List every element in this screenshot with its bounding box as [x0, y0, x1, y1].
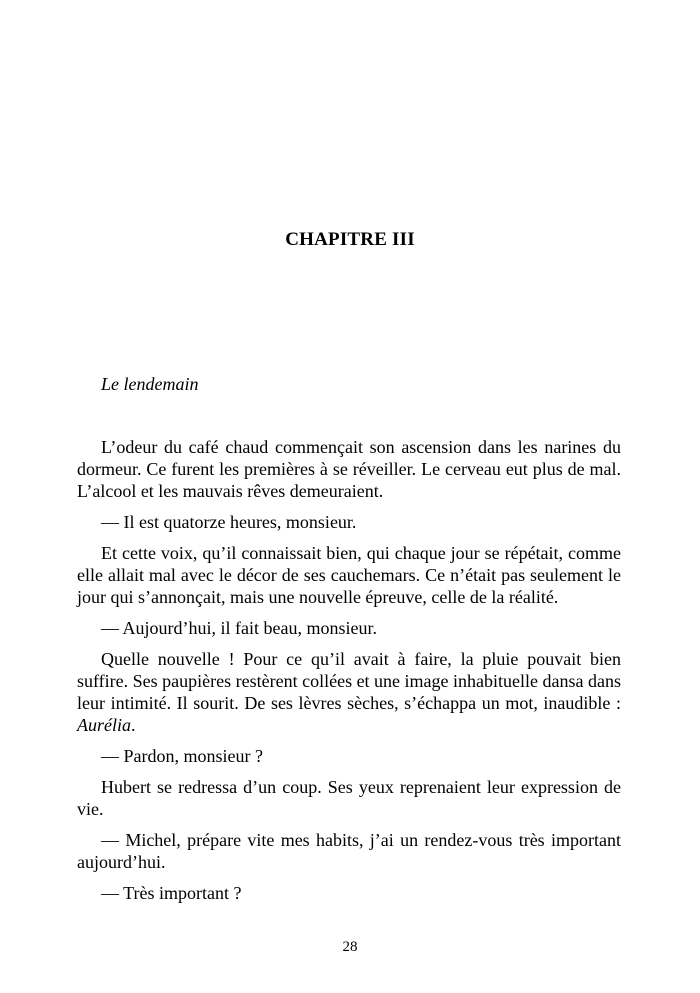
dialogue-line: — Pardon, monsieur ?	[101, 746, 263, 766]
section-title: Le lendemain	[101, 374, 199, 394]
paragraph: Quelle nouvelle ! Pour ce qu’il avait à faire, la pluie pouvait bien suffire. Ses paupières restèrent collées et une image inhabituelle dansa dans leur intimité. Il sourit. De ses lèvres sèches, s’échappa un mot, inaudible : Aurélia.	[77, 649, 621, 735]
page-number: 28	[342, 939, 358, 955]
dialogue-line: — Il est quatorze heures, monsieur.	[101, 512, 357, 532]
emphasized-word: Aurélia	[77, 715, 131, 735]
dialogue-line: — Michel, prépare vite mes habits, j’ai un rendez-vous très important aujourd’hui.	[77, 830, 621, 872]
paragraph: L’odeur du café chaud commençait son ascension dans les narines du dormeur. Ce furent les premières à se réveiller. Le cerveau eut plus de mal. L’alcool et les mauvais rêves demeuraient.	[77, 437, 621, 501]
dialogue-line: — Très important ?	[101, 883, 242, 903]
dialogue-line: — Aujourd’hui, il fait beau, monsieur.	[101, 618, 377, 638]
paragraph: Et cette voix, qu’il connaissait bien, qui chaque jour se répétait, comme elle allait mal avec le décor de ses cauchemars. Ce n’était pas seulement le jour qui s’annonçait, mais une nouvelle épreuve, celle de la réalité.	[77, 543, 621, 607]
paragraph: Hubert se redressa d’un coup. Ses yeux reprenaient leur expression de vie.	[77, 777, 621, 819]
chapter-title: CHAPITRE III	[285, 229, 415, 250]
body-text	[77, 436, 621, 913]
